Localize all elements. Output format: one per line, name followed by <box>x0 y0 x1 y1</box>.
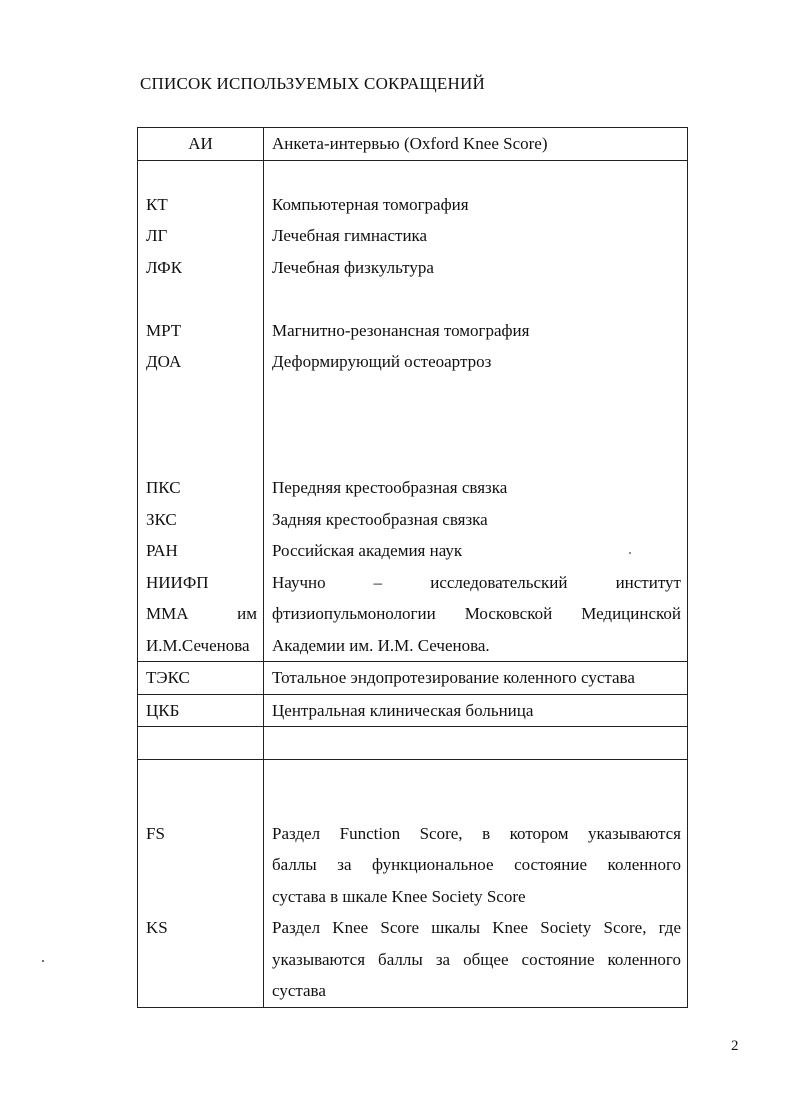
abbr-cell <box>138 727 264 760</box>
abbr-im: им <box>237 604 257 623</box>
def-ran: Российская академия наук <box>272 541 463 560</box>
def-niifp-word: Научно <box>272 572 326 592</box>
abbr-fs: FS <box>146 823 165 843</box>
scan-speck <box>42 960 44 962</box>
abbr-ckb: ЦКБ <box>146 700 180 720</box>
def-cell <box>264 128 688 161</box>
abbr-sechenov: И.М.Сеченова <box>146 635 250 655</box>
abbr-mma: ММА <box>146 604 189 623</box>
def-ks-line-2: указываются баллы за общее состояние коленного <box>272 949 681 969</box>
abbr-pks: ПКС <box>146 478 181 497</box>
abbr-lfk: ЛФК <box>146 257 183 277</box>
abbr-teks: ТЭКС <box>146 668 190 687</box>
abbr-ai: АИ <box>188 134 213 153</box>
scan-speck <box>629 552 631 554</box>
abbr-ks: KS <box>146 918 168 937</box>
def-niifp-word: институт <box>615 572 681 592</box>
abbr-cell <box>138 759 264 1007</box>
def-cell <box>264 759 688 1007</box>
abbr-ran: РАН <box>146 541 178 560</box>
def-teks: Тотальное эндопротезирование коленного сустава <box>272 668 635 687</box>
def-fs-line-2: баллы за функциональное состояние коленного <box>272 855 681 874</box>
def-doa: Деформирующий остеоартроз <box>272 352 492 371</box>
def-niifp-line-2: фтизиопульмонологии Московской Медицинской <box>272 604 681 623</box>
abbr-cell <box>138 662 264 695</box>
abbr-zks: ЗКС <box>146 509 177 529</box>
abbr-mrt: МРТ <box>146 320 182 340</box>
def-niifp-line-3: Академии им. И.М. Сеченова. <box>272 635 490 655</box>
def-cell <box>264 694 688 727</box>
abbr-niifp: НИИФП <box>146 572 209 592</box>
def-niifp-dash: – <box>373 572 383 592</box>
table-row-empty <box>138 727 688 760</box>
abbreviations-table <box>137 127 688 1008</box>
def-ks-line-3: сустава <box>272 981 326 1000</box>
def-fs-line-3: сустава в шкале Knee Society Score <box>272 886 526 906</box>
def-kt: Компьютерная томография <box>272 194 469 214</box>
table-row <box>138 160 688 662</box>
def-ks-line-1: Раздел Knee Score шкалы Knee Society Score, где <box>272 918 681 937</box>
table-row <box>138 128 688 161</box>
abbr-cell <box>138 128 264 161</box>
def-cell <box>264 727 688 760</box>
abbr-cell <box>138 160 264 662</box>
abbr-lg: ЛГ <box>146 226 168 245</box>
page-title: СПИСОК ИСПОЛЬЗУЕМЫХ СОКРАЩЕНИЙ <box>140 74 485 93</box>
def-niifp-line-1 <box>272 567 681 599</box>
def-mrt: Магнитно-резонансная томография <box>272 320 530 340</box>
def-cell <box>264 160 688 662</box>
table-row <box>138 759 688 1007</box>
abbr-doa: ДОА <box>146 352 182 371</box>
table-row <box>138 662 688 695</box>
abbr-mma-line <box>146 598 263 630</box>
def-fs-line-1: Раздел Function Score, в котором указываются <box>272 823 681 843</box>
def-lfk: Лечебная физкультура <box>272 257 434 277</box>
def-niifp-word: исследовательский <box>430 572 568 592</box>
def-ai: Анкета-интервью (Oxford Knee Score) <box>272 134 548 153</box>
def-pks: Передняя крестообразная связка <box>272 478 508 497</box>
def-cell <box>264 662 688 695</box>
page-number: 2 <box>731 1038 739 1054</box>
def-zks: Задняя крестообразная связка <box>272 509 488 529</box>
def-ckb: Центральная клиническая больница <box>272 700 534 720</box>
abbr-kt: КТ <box>146 194 168 214</box>
def-lg: Лечебная гимнастика <box>272 226 428 245</box>
abbr-cell <box>138 694 264 727</box>
table-row <box>138 694 688 727</box>
